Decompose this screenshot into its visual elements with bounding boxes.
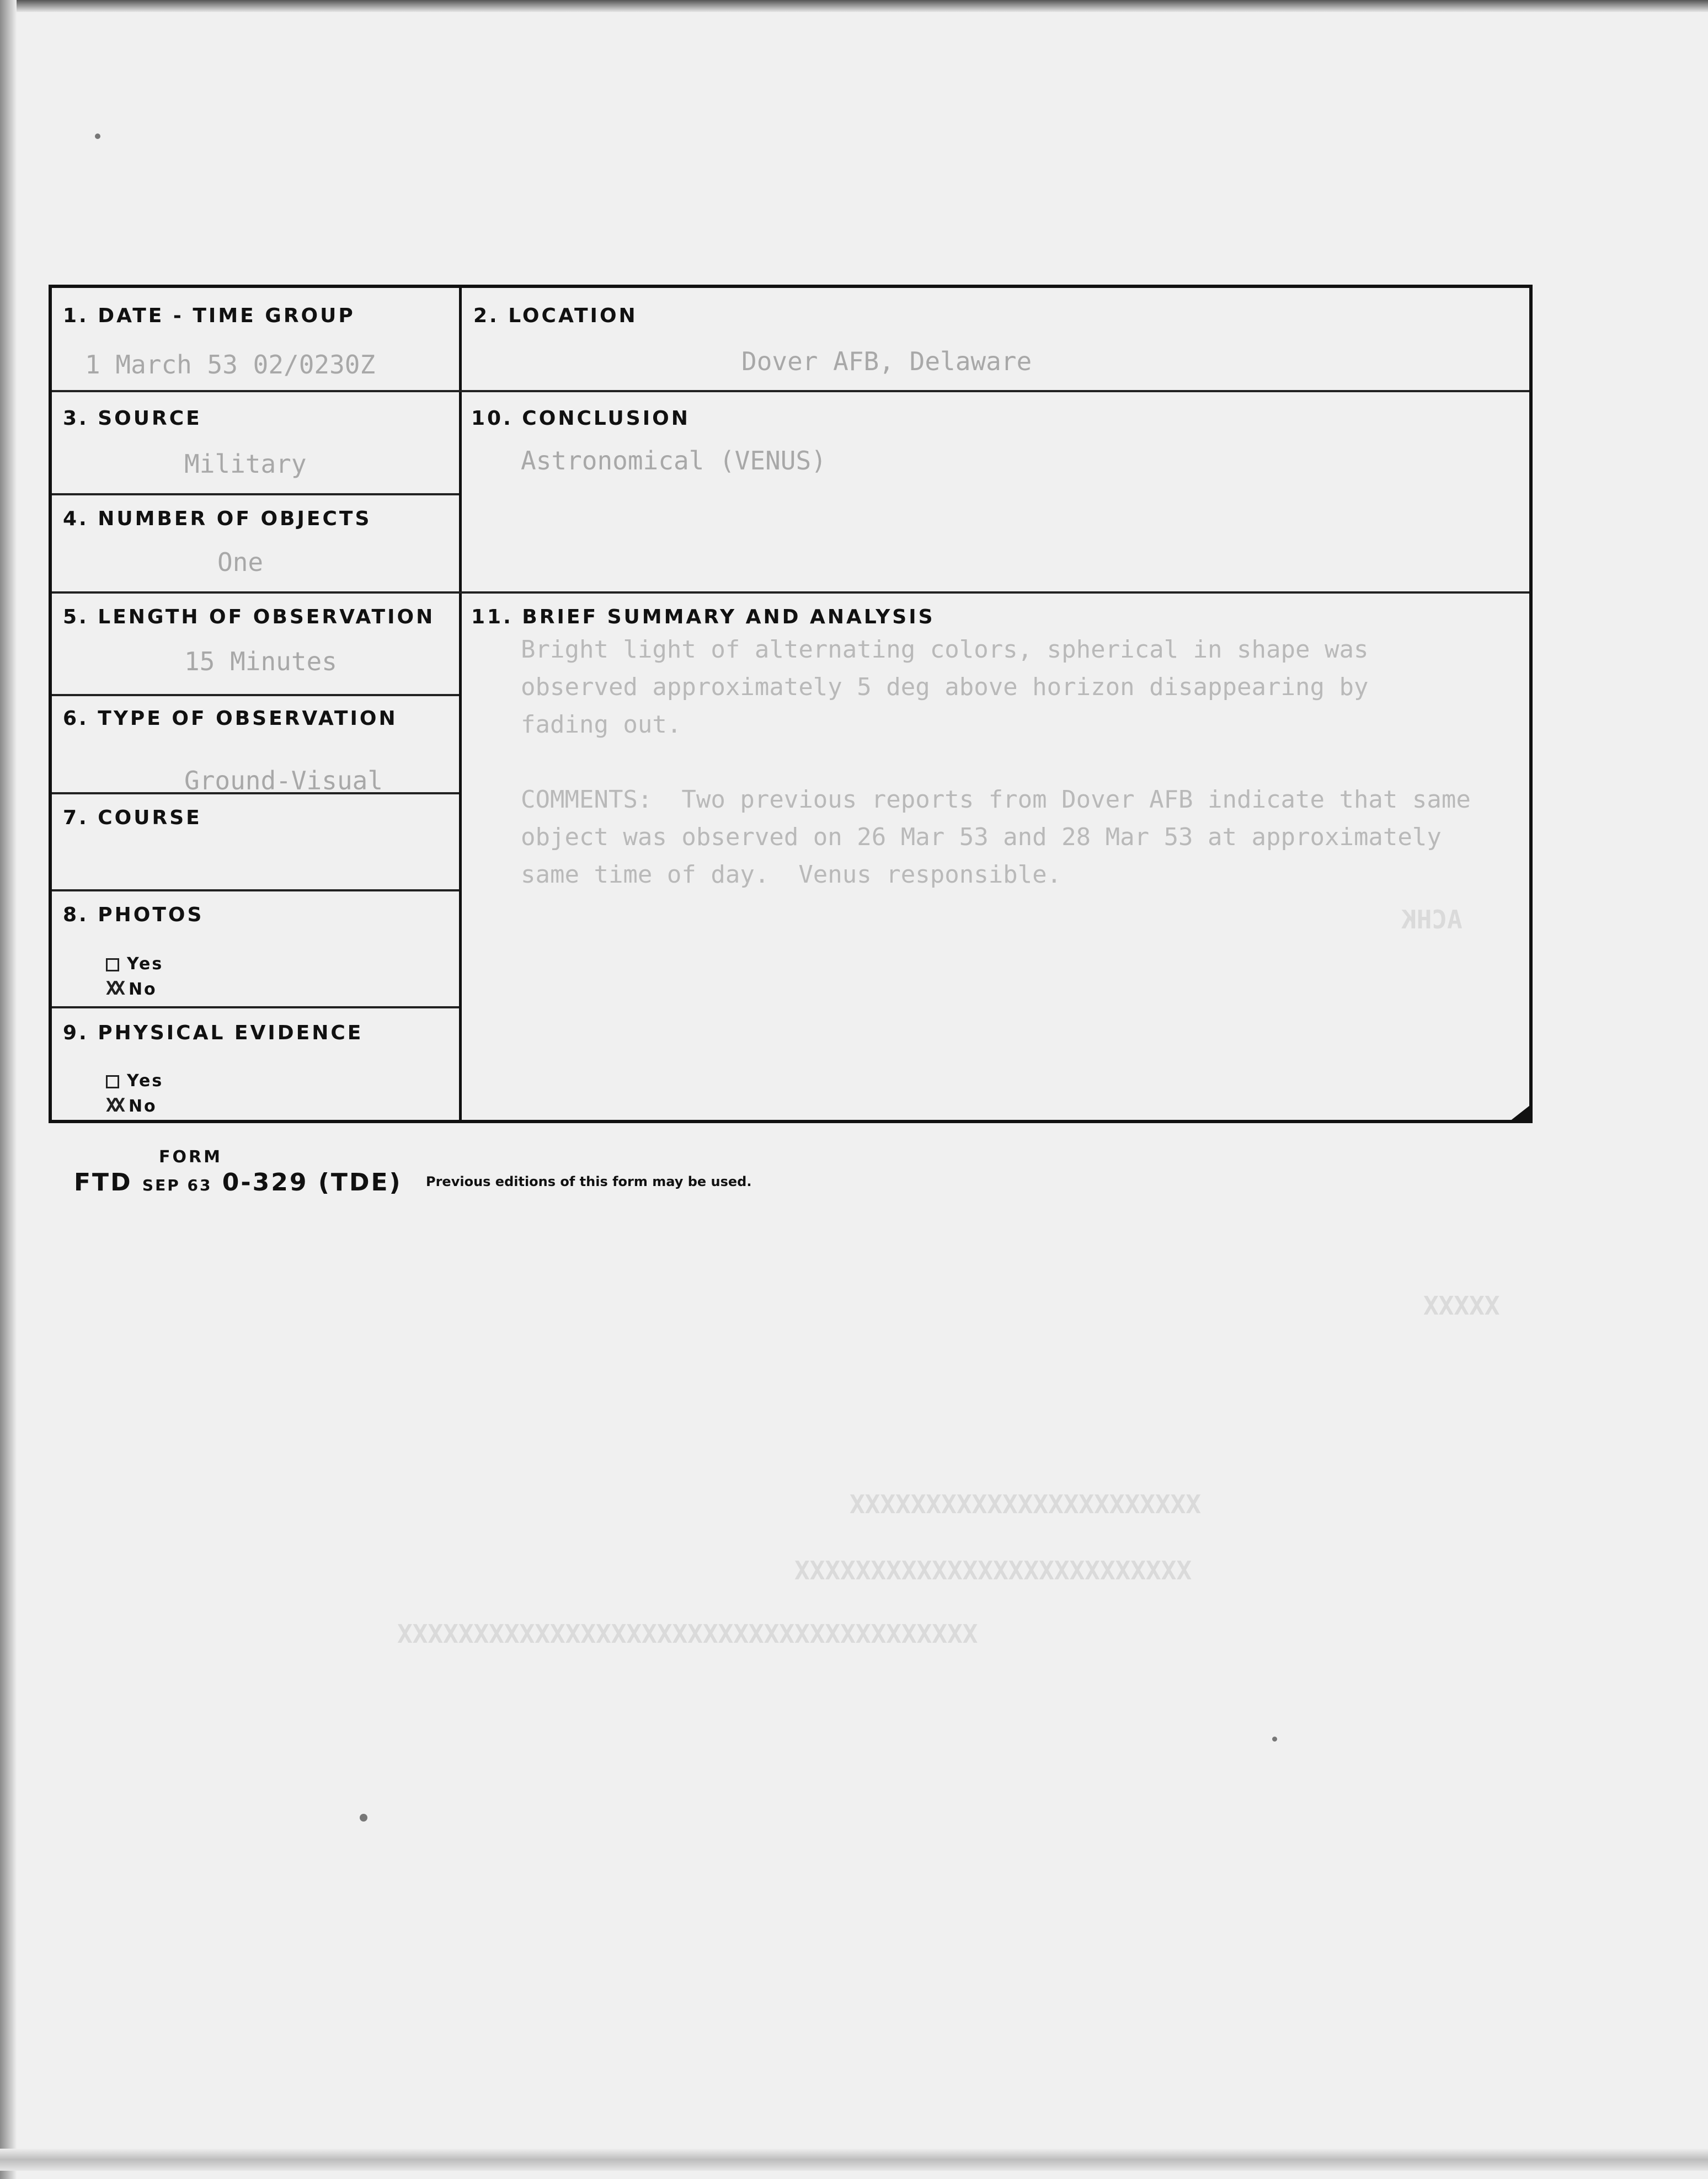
scan-left-edge <box>0 0 17 2179</box>
row-divider <box>52 694 459 696</box>
footer-date: SEP 63 <box>142 1176 212 1194</box>
photos-no-label: No <box>128 980 157 999</box>
checkbox-empty-icon <box>106 958 119 971</box>
scan-top-edge <box>0 0 1708 12</box>
row-divider <box>52 889 459 891</box>
row-divider <box>52 1006 459 1008</box>
row-divider <box>52 493 459 495</box>
location-label: 2. LOCATION <box>473 305 638 327</box>
scan-speck <box>360 1814 367 1822</box>
bleed-through-line: XXXXXXXXXXXXXXXXXXXXXXXXXXXXXXXXXXXXXX <box>397 1619 978 1649</box>
conclusion-value: Astronomical (VENUS) <box>521 446 826 476</box>
scan-speck <box>1272 1737 1277 1742</box>
physical-evidence-no-label: No <box>128 1097 157 1116</box>
checkbox-empty-icon <box>106 1075 119 1088</box>
date-time-group-value: 1 March 53 02/0230Z <box>85 350 376 380</box>
footer-form-number <box>74 1168 402 1197</box>
physical-evidence-yes-option[interactable] <box>106 1071 163 1091</box>
row-divider <box>52 390 1529 392</box>
physical-evidence-yes-label: Yes <box>127 1071 164 1091</box>
column-divider <box>459 288 462 1120</box>
photos-no-option[interactable] <box>106 978 157 1000</box>
physical-evidence-label: 9. PHYSICAL EVIDENCE <box>63 1022 364 1044</box>
conclusion-label: 10. CONCLUSION <box>471 407 690 430</box>
course-label: 7. COURSE <box>63 807 202 829</box>
number-of-objects-value: One <box>217 547 264 577</box>
form-corner-mark <box>1507 1103 1533 1123</box>
bleed-through-line: XXXXXXXXXXXXXXXXXXXXXXX <box>850 1489 1201 1519</box>
scan-speck <box>95 133 100 139</box>
footer-note: Previous editions of this form may be used. <box>426 1174 752 1189</box>
number-of-objects-label: 4. NUMBER OF OBJECTS <box>63 508 372 530</box>
footer-prefix: FTD <box>74 1168 132 1197</box>
photos-yes-label: Yes <box>127 954 164 974</box>
bleed-through-line: XXXXX <box>1423 1291 1500 1321</box>
footer-number: 0-329 (TDE) <box>222 1168 402 1197</box>
ftd-form-0-329 <box>49 285 1533 1123</box>
row-divider <box>52 591 1529 594</box>
photos-yes-option[interactable] <box>106 954 163 974</box>
type-of-observation-label: 6. TYPE OF OBSERVATION <box>63 707 398 730</box>
checkbox-checked-icon: XX <box>106 1094 122 1117</box>
type-of-observation-value: Ground-Visual <box>184 766 383 795</box>
location-value: Dover AFB, Delaware <box>741 346 1032 376</box>
source-value: Military <box>184 449 307 479</box>
footer-form-word: FORM <box>159 1147 222 1167</box>
length-of-observation-label: 5. LENGTH OF OBSERVATION <box>63 606 435 628</box>
source-label: 3. SOURCE <box>63 407 202 430</box>
bleed-through-line: XXXXXXXXXXXXXXXXXXXXXXXXXX <box>794 1556 1192 1585</box>
summary-text: Bright light of alternating colors, spherical in shape was observed approximately 5 deg above horizon disappearing by fading out. COMMENTS: Two previous reports from Dover AFB indicate that same object was observed on 26 Mar 53 and 28 Mar 53 at approximately same time of day. Venus responsible. <box>521 635 1471 889</box>
checkbox-checked-icon: XX <box>106 978 122 1000</box>
photos-label: 8. PHOTOS <box>63 904 204 926</box>
physical-evidence-no-option[interactable] <box>106 1094 157 1117</box>
length-of-observation-value: 15 Minutes <box>184 647 337 676</box>
summary-label: 11. BRIEF SUMMARY AND ANALYSIS <box>471 606 935 628</box>
bleed-through-line: ACHK <box>1401 905 1463 934</box>
date-time-group-label: 1. DATE - TIME GROUP <box>63 305 355 327</box>
scan-bottom-edge <box>0 2149 1708 2171</box>
